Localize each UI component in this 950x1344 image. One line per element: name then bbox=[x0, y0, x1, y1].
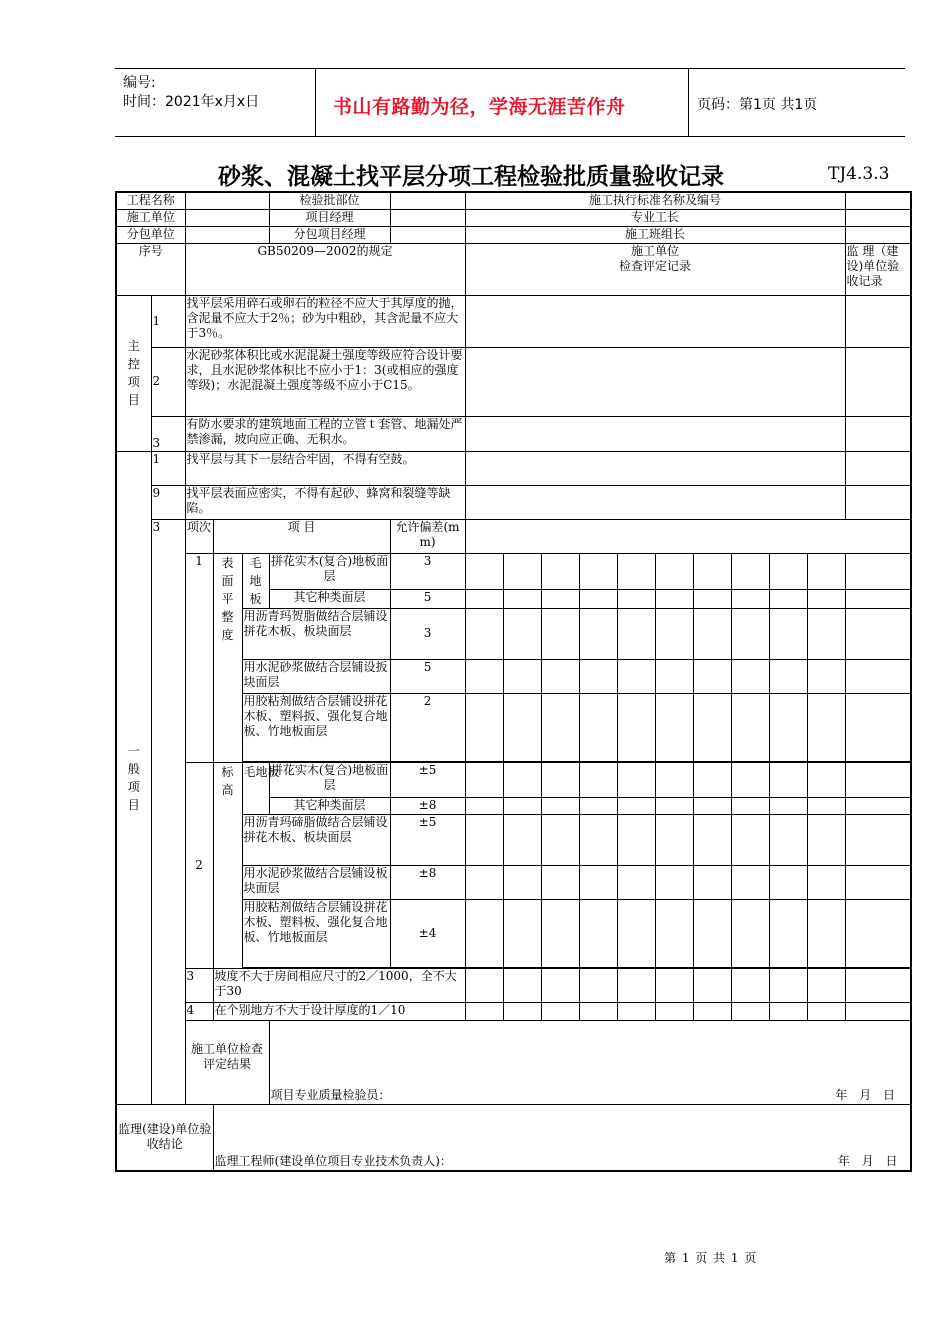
row-text: 其它种类面层 bbox=[269, 797, 390, 814]
measure-cell[interactable] bbox=[541, 553, 579, 590]
item-text: 找平层采用碎石或卵石的粒径不应大于其厚度的抛，含泥量不应大于2％；砂为中粗砂，其含泥量不应大于3％。 bbox=[185, 295, 465, 347]
measure-cell[interactable] bbox=[465, 553, 503, 590]
measure-cell[interactable] bbox=[465, 1002, 503, 1020]
measure-cell[interactable] bbox=[503, 899, 541, 967]
foreman-label: 专业工长 bbox=[465, 209, 845, 226]
row-text: 坡度不大于房间相应尺寸的2／1000，全不大于30 bbox=[213, 968, 465, 1002]
measure-cell[interactable] bbox=[731, 553, 769, 590]
measure-cell[interactable] bbox=[807, 590, 845, 608]
measure-cell[interactable] bbox=[693, 659, 731, 693]
measure-cell[interactable] bbox=[503, 659, 541, 693]
measure-cell[interactable] bbox=[693, 865, 731, 899]
measure-cell[interactable] bbox=[731, 659, 769, 693]
measure-cell[interactable] bbox=[731, 797, 769, 814]
row-text: 用胶粘剂做结合层铺设拼花木板、塑料板、强化复合地板、竹地板面层 bbox=[242, 899, 390, 967]
measure-cell[interactable] bbox=[807, 865, 845, 899]
measure-cell[interactable] bbox=[503, 1002, 541, 1020]
measure-cell[interactable] bbox=[769, 693, 807, 761]
supervision-record-header: 监 理（建设)单位验收记录 bbox=[845, 243, 911, 295]
construction-unit-label: 施工单位 bbox=[116, 209, 185, 226]
measure-cell[interactable] bbox=[655, 814, 693, 865]
construction-signer: 项目专业质量检验员： bbox=[270, 1087, 391, 1102]
supervision-result-row bbox=[116, 1104, 911, 1171]
measure-cell[interactable] bbox=[617, 693, 655, 761]
measure-cell[interactable] bbox=[845, 1002, 911, 1020]
construction-result-row bbox=[116, 1020, 911, 1104]
measure-cell[interactable] bbox=[769, 899, 807, 967]
measure-cell[interactable] bbox=[617, 1002, 655, 1020]
header-top-rule bbox=[115, 68, 905, 69]
measure-cell[interactable] bbox=[693, 1002, 731, 1020]
row-text: 拼花实木(复合)地板面层 bbox=[269, 762, 390, 797]
measure-cell[interactable] bbox=[465, 865, 503, 899]
supervision-record-cell[interactable] bbox=[845, 295, 911, 347]
measure-cell[interactable] bbox=[541, 762, 579, 797]
tolerance-row bbox=[116, 762, 911, 797]
tolerance-subheader: 允许偏差(mm) bbox=[390, 519, 465, 553]
measure-cell[interactable] bbox=[503, 693, 541, 761]
row-text: 在个别地方不大于设计厚度的1／10 bbox=[213, 1002, 465, 1020]
measure-cell[interactable] bbox=[769, 762, 807, 797]
measure-cell[interactable] bbox=[693, 814, 731, 865]
spec-header: GB50209—2002的规定 bbox=[185, 243, 465, 295]
measure-cell[interactable] bbox=[807, 762, 845, 797]
seq-header: 序号 bbox=[116, 243, 185, 295]
measure-cell[interactable] bbox=[617, 899, 655, 967]
measure-cell[interactable] bbox=[503, 608, 541, 659]
measure-cell[interactable] bbox=[845, 814, 911, 865]
measure-cell[interactable] bbox=[579, 762, 617, 797]
measure-cell[interactable] bbox=[579, 1002, 617, 1020]
item-number: 3 bbox=[151, 416, 185, 451]
measure-cell[interactable] bbox=[731, 968, 769, 1002]
measure-cell[interactable] bbox=[617, 590, 655, 608]
inspection-table bbox=[115, 191, 912, 1172]
construction-record-cell[interactable] bbox=[465, 295, 845, 347]
page-footer: 第 1 页 共 1 页 bbox=[664, 1251, 758, 1265]
measure-cell[interactable] bbox=[845, 553, 911, 590]
measure-cell[interactable] bbox=[769, 865, 807, 899]
measure-cell[interactable] bbox=[541, 1002, 579, 1020]
measure-cell[interactable] bbox=[845, 762, 911, 797]
standard-label: 施工执行标准名称及编号 bbox=[465, 192, 845, 209]
measure-cell[interactable] bbox=[465, 762, 503, 797]
measure-cell[interactable] bbox=[541, 608, 579, 659]
standard-field[interactable] bbox=[845, 192, 911, 209]
item-text: 水泥砂浆体积比或水泥混凝土强度等级应符合设计要求，且水泥砂浆体积比不应小于1：3(或相应的强度等级)；水泥混凝土强度等级不应小于C15。 bbox=[185, 347, 465, 416]
measure-cell[interactable] bbox=[579, 865, 617, 899]
page-label: 页码：第1页 共1页 bbox=[697, 97, 818, 113]
header-divider bbox=[688, 69, 689, 136]
project-name-field[interactable] bbox=[185, 192, 269, 209]
measure-cell[interactable] bbox=[769, 968, 807, 1002]
measure-cell[interactable] bbox=[655, 865, 693, 899]
measure-cell[interactable] bbox=[769, 553, 807, 590]
measure-cell[interactable] bbox=[465, 797, 503, 814]
measure-cell[interactable] bbox=[769, 659, 807, 693]
project-manager-label: 项目经理 bbox=[269, 209, 390, 226]
measure-cell[interactable] bbox=[655, 608, 693, 659]
item-number: 3 bbox=[151, 519, 185, 1104]
item-number: 9 bbox=[151, 485, 185, 519]
measure-cell[interactable] bbox=[541, 968, 579, 1002]
subcontractor-field[interactable] bbox=[185, 226, 269, 243]
construction-record-header: 施工单位 检查评定记录 bbox=[465, 243, 845, 295]
tolerance-value: 5 bbox=[390, 659, 465, 693]
measure-cell[interactable] bbox=[617, 814, 655, 865]
measure-cell[interactable] bbox=[731, 762, 769, 797]
measure-cell[interactable] bbox=[541, 659, 579, 693]
construction-record-cell[interactable] bbox=[465, 519, 911, 553]
measure-cell[interactable] bbox=[465, 968, 503, 1002]
measure-cell[interactable] bbox=[655, 1002, 693, 1020]
measure-cell[interactable] bbox=[845, 693, 911, 761]
measure-cell[interactable] bbox=[541, 899, 579, 967]
measure-cell[interactable] bbox=[465, 608, 503, 659]
main-control-row bbox=[116, 347, 911, 416]
row-text: 其它种类面层 bbox=[269, 590, 390, 608]
seq-number: 1 bbox=[185, 553, 213, 762]
item-subheader: 项 目 bbox=[213, 519, 390, 553]
main-control-row bbox=[116, 416, 911, 451]
measure-cell[interactable] bbox=[503, 553, 541, 590]
construction-unit-field[interactable] bbox=[185, 209, 269, 226]
batch-location-field[interactable] bbox=[390, 192, 465, 209]
seq-subheader: 项次 bbox=[185, 519, 213, 553]
measure-cell[interactable] bbox=[579, 659, 617, 693]
supervision-record-cell[interactable] bbox=[845, 485, 911, 519]
measure-cell[interactable] bbox=[579, 608, 617, 659]
batch-location-label: 检验批部位 bbox=[269, 192, 390, 209]
item-text: 找平层表面应密实，不得有起砂、蜂窝和裂缝等缺陷。 bbox=[185, 485, 465, 519]
measure-cell[interactable] bbox=[503, 814, 541, 865]
measure-cell[interactable] bbox=[579, 590, 617, 608]
measure-cell[interactable] bbox=[465, 693, 503, 761]
measure-cell[interactable] bbox=[465, 814, 503, 865]
measure-cell[interactable] bbox=[845, 608, 911, 659]
measure-cell[interactable] bbox=[807, 899, 845, 967]
measure-cell[interactable] bbox=[807, 553, 845, 590]
supervision-result-label: 监理(建设)单位验收结论 bbox=[116, 1104, 213, 1171]
measure-cell[interactable] bbox=[503, 762, 541, 797]
measure-cell[interactable] bbox=[579, 814, 617, 865]
measure-cell[interactable] bbox=[731, 899, 769, 967]
measure-cell[interactable] bbox=[503, 797, 541, 814]
page-title: 砂浆、混凝土找平层分项工程检验批质量验收记录 bbox=[218, 164, 724, 190]
measure-cell[interactable] bbox=[693, 553, 731, 590]
thickness-row bbox=[116, 1002, 911, 1020]
measure-cell[interactable] bbox=[655, 553, 693, 590]
measure-cell[interactable] bbox=[731, 1002, 769, 1020]
measure-cell[interactable] bbox=[845, 968, 911, 1002]
measure-cell[interactable] bbox=[845, 659, 911, 693]
measure-cell[interactable] bbox=[541, 865, 579, 899]
slope-row bbox=[116, 968, 911, 1002]
subgroup-label: 毛地板 bbox=[242, 553, 269, 608]
elevation-label: 标高 bbox=[213, 762, 242, 968]
measure-cell[interactable] bbox=[541, 693, 579, 761]
measure-cell[interactable] bbox=[693, 899, 731, 967]
tolerance-value: ±4 bbox=[390, 899, 465, 967]
project-manager-field[interactable] bbox=[390, 209, 465, 226]
measure-cell[interactable] bbox=[465, 899, 503, 967]
subgroup-label: 毛地板 bbox=[242, 762, 269, 814]
tolerance-value: 3 bbox=[390, 608, 465, 659]
row-text: 拼花实木(复合)地板面层 bbox=[269, 553, 390, 590]
general-label: 一般项目 bbox=[116, 451, 151, 1104]
measure-cell[interactable] bbox=[693, 693, 731, 761]
tolerance-value: ±8 bbox=[390, 797, 465, 814]
measure-cell[interactable] bbox=[541, 590, 579, 608]
measure-cell[interactable] bbox=[655, 797, 693, 814]
supervision-signer: 监理工程师(建设单位项目专业技术负责人)： bbox=[214, 1154, 452, 1168]
measure-cell[interactable] bbox=[693, 968, 731, 1002]
measure-cell[interactable] bbox=[693, 590, 731, 608]
measure-cell[interactable] bbox=[845, 590, 911, 608]
measure-cell[interactable] bbox=[731, 693, 769, 761]
item-number: 2 bbox=[151, 347, 185, 416]
flatness-label: 表面平整度 bbox=[213, 553, 242, 762]
measure-cell[interactable] bbox=[845, 865, 911, 899]
measure-cell[interactable] bbox=[465, 659, 503, 693]
measure-cell[interactable] bbox=[655, 693, 693, 761]
seq-number: 3 bbox=[185, 968, 213, 1002]
measure-cell[interactable] bbox=[541, 814, 579, 865]
measure-cell[interactable] bbox=[465, 590, 503, 608]
measure-cell[interactable] bbox=[769, 814, 807, 865]
info-row bbox=[116, 209, 911, 226]
measure-cell[interactable] bbox=[503, 865, 541, 899]
measure-cell[interactable] bbox=[655, 968, 693, 1002]
supervision-result-cell[interactable] bbox=[213, 1104, 911, 1171]
measure-cell[interactable] bbox=[807, 814, 845, 865]
measure-cell[interactable] bbox=[617, 608, 655, 659]
measure-cell[interactable] bbox=[579, 693, 617, 761]
measure-cell[interactable] bbox=[693, 608, 731, 659]
tolerance-value: 3 bbox=[390, 553, 465, 590]
main-control-row bbox=[116, 295, 911, 347]
tolerance-value: ±5 bbox=[390, 762, 465, 797]
form-code: TJ4.3.3 bbox=[828, 164, 890, 184]
supervision-date: 年 月 日 bbox=[837, 1154, 898, 1168]
construction-record-cell[interactable] bbox=[465, 485, 845, 519]
tolerance-value: ±5 bbox=[390, 814, 465, 865]
measure-cell[interactable] bbox=[693, 797, 731, 814]
measure-cell[interactable] bbox=[503, 590, 541, 608]
item-number: 1 bbox=[151, 451, 185, 485]
header-divider bbox=[315, 69, 316, 136]
measure-cell[interactable] bbox=[807, 693, 845, 761]
measure-cell[interactable] bbox=[807, 659, 845, 693]
tolerance-value: ±8 bbox=[390, 865, 465, 899]
measure-cell[interactable] bbox=[769, 608, 807, 659]
foreman-field[interactable] bbox=[845, 209, 911, 226]
general-row bbox=[116, 451, 911, 485]
tolerance-value: 5 bbox=[390, 590, 465, 608]
general-row bbox=[116, 485, 911, 519]
measure-cell[interactable] bbox=[617, 797, 655, 814]
measure-cell[interactable] bbox=[845, 797, 911, 814]
team-leader-field[interactable] bbox=[845, 226, 911, 243]
row-text: 用沥青玛碲脂做结合层铺设拼花木板、板块面层 bbox=[242, 814, 390, 865]
measure-cell[interactable] bbox=[503, 968, 541, 1002]
time-label: 时间：2021年x月x日 bbox=[123, 94, 260, 110]
measure-cell[interactable] bbox=[541, 797, 579, 814]
column-header-row bbox=[116, 243, 911, 295]
subcontractor-label: 分包单位 bbox=[116, 226, 185, 243]
tolerance-row bbox=[116, 553, 911, 590]
header-bottom-rule bbox=[115, 136, 905, 137]
info-row bbox=[116, 226, 911, 243]
project-name-label: 工程名称 bbox=[116, 192, 185, 209]
construction-record-cell[interactable] bbox=[465, 347, 845, 416]
measure-cell[interactable] bbox=[579, 899, 617, 967]
tolerance-value: 2 bbox=[390, 693, 465, 761]
measure-cell[interactable] bbox=[769, 590, 807, 608]
item-number: 1 bbox=[151, 295, 185, 347]
measure-cell[interactable] bbox=[655, 762, 693, 797]
measure-cell[interactable] bbox=[655, 590, 693, 608]
measure-cell[interactable] bbox=[693, 762, 731, 797]
measure-cell[interactable] bbox=[807, 968, 845, 1002]
measure-cell[interactable] bbox=[807, 1002, 845, 1020]
construction-date: 年 月 日 bbox=[835, 1087, 896, 1102]
main-control-label: 主控项目 bbox=[116, 295, 151, 451]
number-label: 编号: bbox=[123, 75, 156, 91]
measure-cell[interactable] bbox=[617, 968, 655, 1002]
measure-cell[interactable] bbox=[807, 608, 845, 659]
measure-cell[interactable] bbox=[579, 553, 617, 590]
sub-manager-label: 分包项目经理 bbox=[269, 226, 390, 243]
measure-cell[interactable] bbox=[731, 814, 769, 865]
construction-record-cell[interactable] bbox=[465, 416, 845, 451]
measure-cell[interactable] bbox=[845, 899, 911, 967]
measure-cell[interactable] bbox=[617, 762, 655, 797]
item-text: 有防水要求的建筑地面工程的立管ｔ套管、地漏处严禁渗漏，坡向应正确、无积水。 bbox=[185, 416, 465, 451]
construction-record-cell[interactable] bbox=[465, 451, 845, 485]
measure-cell[interactable] bbox=[617, 553, 655, 590]
supervision-record-cell[interactable] bbox=[845, 347, 911, 416]
sub-header-row bbox=[116, 519, 911, 553]
measure-cell[interactable] bbox=[617, 659, 655, 693]
measure-cell[interactable] bbox=[731, 865, 769, 899]
team-leader-label: 施工班组长 bbox=[465, 226, 845, 243]
measure-cell[interactable] bbox=[579, 797, 617, 814]
construction-result-cell[interactable] bbox=[269, 1020, 911, 1104]
supervision-record-cell[interactable] bbox=[845, 451, 911, 485]
construction-result-label: 施工单位检查评定结果 bbox=[185, 1020, 269, 1104]
measure-cell[interactable] bbox=[617, 865, 655, 899]
info-row bbox=[116, 192, 911, 209]
measure-cell[interactable] bbox=[655, 659, 693, 693]
measure-cell[interactable] bbox=[769, 797, 807, 814]
sub-manager-field[interactable] bbox=[390, 226, 465, 243]
measure-cell[interactable] bbox=[769, 1002, 807, 1020]
measure-cell[interactable] bbox=[579, 968, 617, 1002]
row-text: 用沥青玛贺脂做结合层铺设拼花木板、板块面层 bbox=[242, 608, 390, 659]
measure-cell[interactable] bbox=[731, 590, 769, 608]
item-text: 找平层与其下一层结合牢固，不得有空鼓。 bbox=[185, 451, 465, 485]
supervision-record-cell[interactable] bbox=[845, 416, 911, 451]
seq-number: 4 bbox=[185, 1002, 213, 1020]
measure-cell[interactable] bbox=[807, 797, 845, 814]
measure-cell[interactable] bbox=[655, 899, 693, 967]
motto: 书山有路勤为径，学海无涯苦作舟 bbox=[333, 96, 626, 118]
measure-cell[interactable] bbox=[731, 608, 769, 659]
row-text: 用胶粘剂做结合层铺设拼花木板、塑料扳、强化复合地板、竹地板面层 bbox=[242, 693, 390, 761]
row-text: 用水泥砂浆做结合层铺设扳块面层 bbox=[242, 659, 390, 693]
row-text: 用水泥砂浆做结合层铺设板块面层 bbox=[242, 865, 390, 899]
seq-number: 2 bbox=[185, 762, 213, 968]
